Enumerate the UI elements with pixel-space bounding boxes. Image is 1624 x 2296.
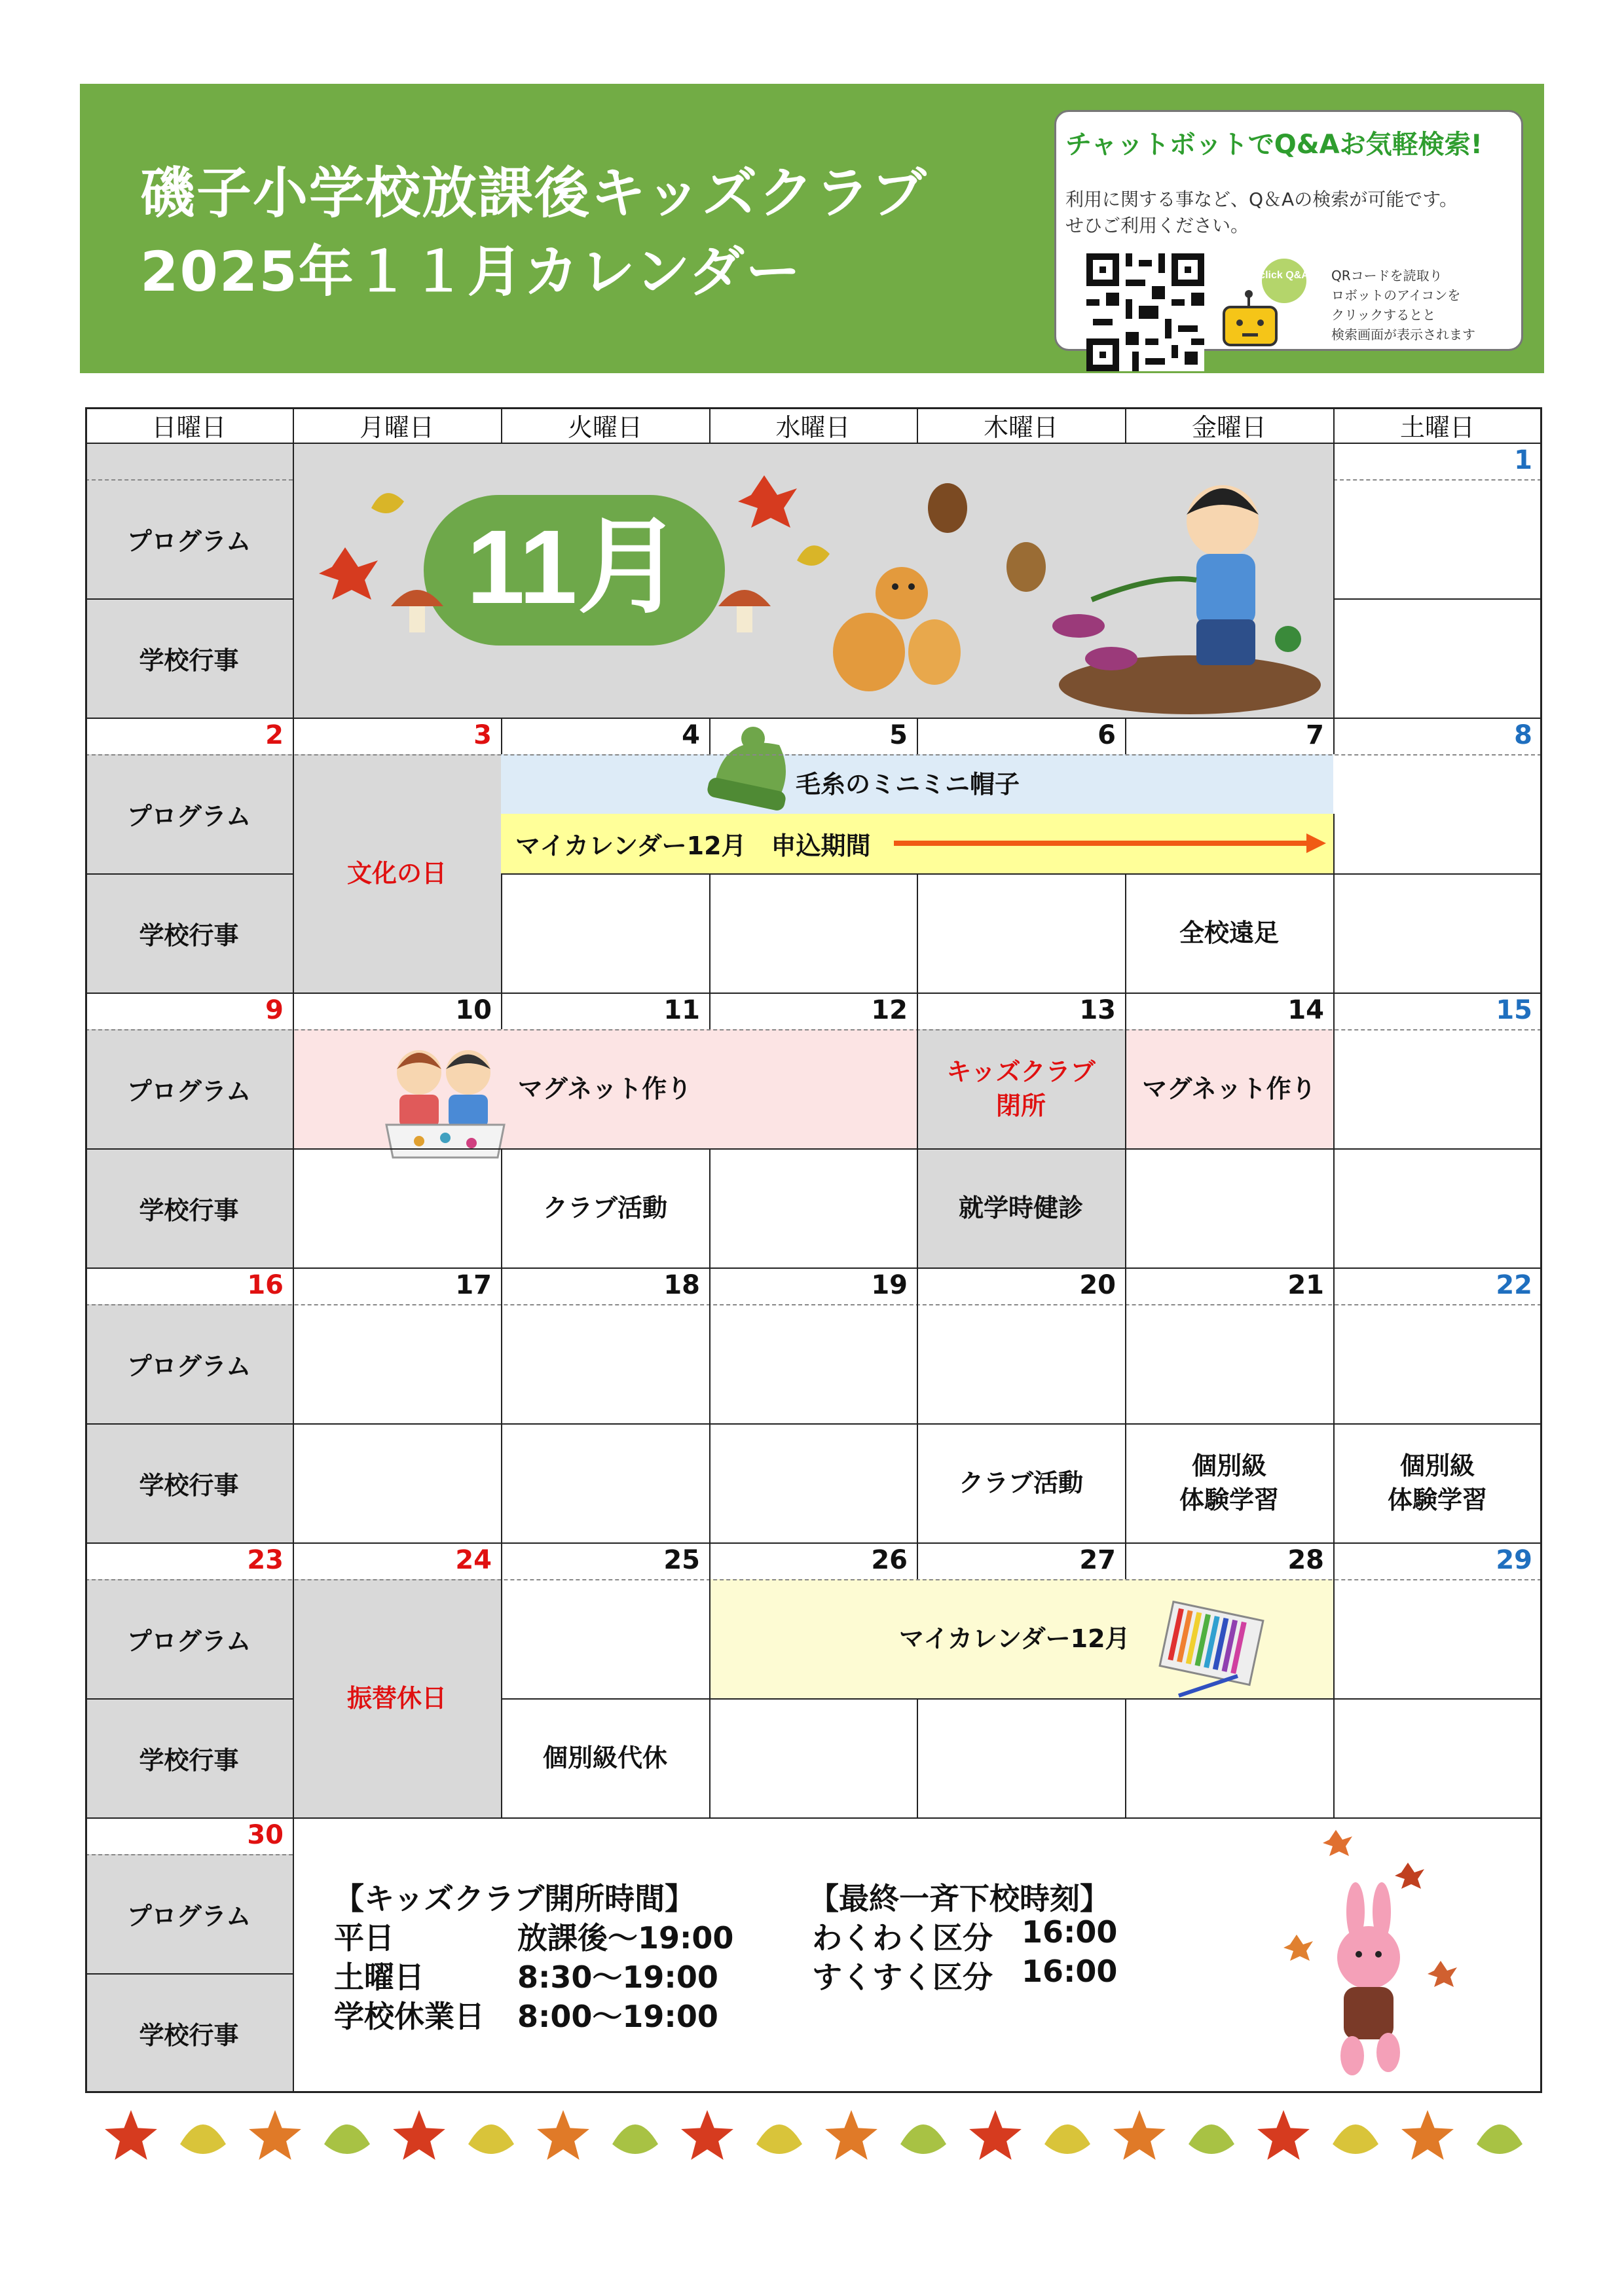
leaf-icon (537, 2110, 589, 2160)
week5-wed-date: 26 (871, 1545, 908, 1575)
week5-sat-date: 29 (1496, 1545, 1532, 1575)
program-my-calendar-label: マイカレンダー12月 (899, 1624, 1130, 1653)
hours-row-0-value: 放課後～19:00 (517, 1920, 734, 1956)
week4-fri-school-line2: 体験学習 (1179, 1485, 1279, 1514)
week4-sat-school-event (1333, 1423, 1541, 1542)
weekday-thu: 木曜日 (983, 412, 1058, 442)
leaf-icon (900, 2124, 946, 2154)
hours-row-1-value: 8:30～19:00 (517, 1959, 718, 1995)
week4-school-label: 学校行事 (85, 1423, 293, 1542)
qr-note-3: クリックするとと (1331, 307, 1436, 323)
culture-day-holiday: 文化の日 (293, 754, 501, 993)
program-knit-hat (501, 754, 1333, 814)
leaf-icon (1113, 2110, 1166, 2160)
title-line-2: 2025年１１月カレンダー (140, 240, 802, 304)
right-arrow-icon (894, 833, 1326, 853)
weekday-tue: 火曜日 (567, 412, 642, 442)
week6-school-label: 学校行事 (85, 1973, 293, 2092)
program-magnet-making-label: マグネット作り (517, 1074, 692, 1103)
leaf-icon (105, 2110, 157, 2160)
leaf-icon (612, 2124, 658, 2154)
week3-school-label: 学校行事 (85, 1148, 293, 1267)
hours-row-1-label: 土曜日 (334, 1959, 424, 1995)
leaf-icon (681, 2110, 733, 2160)
dismissal-row-1-label: すくすく区分 (812, 1959, 993, 1995)
week4-thu-date: 20 (1079, 1270, 1116, 1300)
weekday-sat: 土曜日 (1399, 412, 1475, 442)
leaf-icon (969, 2110, 1022, 2160)
week3-mon-date: 10 (455, 995, 492, 1025)
week2-fri-school-event: 全校遠足 (1179, 919, 1279, 947)
week3-fri-date: 14 (1287, 995, 1324, 1025)
week4-tue-date: 18 (663, 1270, 700, 1300)
week3-thu-school-event: 就学時健診 (917, 1148, 1125, 1267)
week4-sat-school-line1: 個別級 (1399, 1451, 1475, 1480)
month-badge: 11月 (466, 508, 682, 625)
week3-program-label: プログラム (85, 1029, 293, 1148)
leaf-icon (468, 2124, 514, 2154)
leaf-icon (1477, 2124, 1522, 2154)
week4-sun-date: 16 (247, 1270, 284, 1300)
week2-sat-date: 8 (1514, 720, 1532, 750)
week3-sat-date: 15 (1496, 995, 1532, 1025)
hours-row-2-label: 学校休業日 (334, 1999, 485, 2034)
week5-program-label: プログラム (85, 1579, 293, 1698)
week3-sun-date: 9 (265, 995, 284, 1025)
leaf-icon (1257, 2110, 1310, 2160)
dismissal-row-0-label: わくわく区分 (812, 1920, 993, 1956)
week3-fri-program: マグネット作り (1125, 1029, 1333, 1148)
rabbit-leaves-illustration (1270, 1827, 1467, 2088)
week4-fri-school-line1: 個別級 (1191, 1451, 1266, 1480)
colored-pencils-icon (1153, 1597, 1270, 1702)
leaf-icon (1189, 2124, 1234, 2154)
dismissal-row-0-value: 16:00 (1022, 1914, 1118, 1950)
week4-sat-date: 22 (1496, 1270, 1532, 1300)
leaf-icon (180, 2124, 226, 2154)
week1-sun-date (85, 443, 293, 479)
week1-school-label: 学校行事 (85, 598, 293, 718)
week5-fri-date: 28 (1287, 1545, 1324, 1575)
hours-row-2-value: 8:00～19:00 (517, 1999, 718, 2034)
week4-wed-date: 19 (871, 1270, 908, 1300)
week3-thu-date: 13 (1079, 995, 1116, 1025)
dismissal-row-1-value: 16:00 (1022, 1954, 1118, 1989)
dismissal-title: 【最終一斉下校時刻】 (809, 1881, 1110, 1916)
leaf-icon (825, 2110, 877, 2160)
week4-fri-school-event (1125, 1423, 1333, 1542)
qr-note-2: ロボットのアイコンを (1331, 287, 1461, 303)
leaf-icon (249, 2110, 301, 2160)
weekday-mon: 月曜日 (359, 412, 434, 442)
weekday-sun: 日曜日 (151, 412, 227, 442)
week6-program-label: プログラム (85, 1854, 293, 1973)
week1-program-label: プログラム (85, 479, 293, 598)
week3-wed-date: 12 (871, 995, 908, 1025)
week2-thu-date: 6 (1098, 720, 1116, 750)
signup-period-bar (501, 814, 1333, 873)
week2-fri-date: 7 (1306, 720, 1324, 750)
weekday-fri: 金曜日 (1191, 412, 1266, 442)
leaf-icon (1333, 2124, 1378, 2154)
week4-fri-date: 21 (1287, 1270, 1324, 1300)
week2-wed-date: 5 (889, 720, 908, 750)
leaf-icon (324, 2124, 370, 2154)
week5-school-label: 学校行事 (85, 1698, 293, 1817)
week2-program-label: プログラム (85, 754, 293, 873)
title-line-1: 磯子小学校放課後キッズクラブ (140, 161, 928, 225)
knit-hat-icon (701, 725, 792, 811)
autumn-scene-illustration (293, 443, 1333, 718)
kids-club-closed-line1: キッズクラブ (946, 1057, 1096, 1086)
leaf-icon (1044, 2124, 1090, 2154)
leaf-icon (756, 2124, 802, 2154)
qr-note-1: QRコードを読取り (1331, 268, 1443, 283)
qr-note-4: 検索画面が表示されます (1331, 327, 1475, 342)
week6-sun-date: 30 (247, 1820, 284, 1850)
kids-club-closed-line2: 閉所 (995, 1091, 1046, 1120)
chatbot-desc-line1: 利用に関する事など、Q＆Aの検索が可能です。 (1065, 189, 1458, 210)
week4-program-label: プログラム (85, 1304, 293, 1423)
week2-tue-date: 4 (682, 720, 700, 750)
kids-crafting-icon (380, 1040, 511, 1164)
week5-tue-date: 25 (663, 1545, 700, 1575)
week5-thu-date: 27 (1079, 1545, 1116, 1575)
week1-sat-date: 1 (1514, 445, 1532, 475)
week5-tue-school-event: 個別級代休 (542, 1743, 667, 1772)
chatbot-desc-line2: せひご利用ください。 (1065, 215, 1249, 236)
signup-period-label: マイカレンダー12月 申込期間 (515, 831, 871, 860)
november-illustration (293, 443, 1333, 718)
weekday-wed: 水曜日 (775, 412, 851, 442)
week5-sun-date: 23 (247, 1545, 284, 1575)
week2-mon-date: 3 (473, 720, 492, 750)
hours-title: 【キッズクラブ開所時間】 (334, 1881, 695, 1916)
week3-tue-date: 11 (663, 995, 700, 1025)
week2-school-label: 学校行事 (85, 873, 293, 993)
week5-mon-date: 24 (455, 1545, 492, 1575)
hours-row-0-label: 平日 (334, 1920, 394, 1956)
leaf-icon (393, 2110, 445, 2160)
week4-sat-school-line2: 体験学習 (1387, 1485, 1487, 1514)
click-badge: click Q&A (1259, 270, 1309, 281)
week4-thu-school-event: クラブ活動 (958, 1468, 1083, 1497)
autumn-leaf-border (92, 2102, 1539, 2174)
substitute-holiday: 振替休日 (293, 1579, 501, 1817)
kids-club-closed (917, 1029, 1125, 1148)
program-knit-hat-label: 毛糸のミニミニ帽子 (796, 769, 1020, 799)
week3-tue-school-event: クラブ活動 (542, 1194, 667, 1222)
chatbot-heading: チャットボットでQ&Aお気軽検索! (1065, 130, 1483, 160)
leaf-icon (1401, 2110, 1454, 2160)
week4-mon-date: 17 (455, 1270, 492, 1300)
week2-sun-date: 2 (265, 720, 284, 750)
